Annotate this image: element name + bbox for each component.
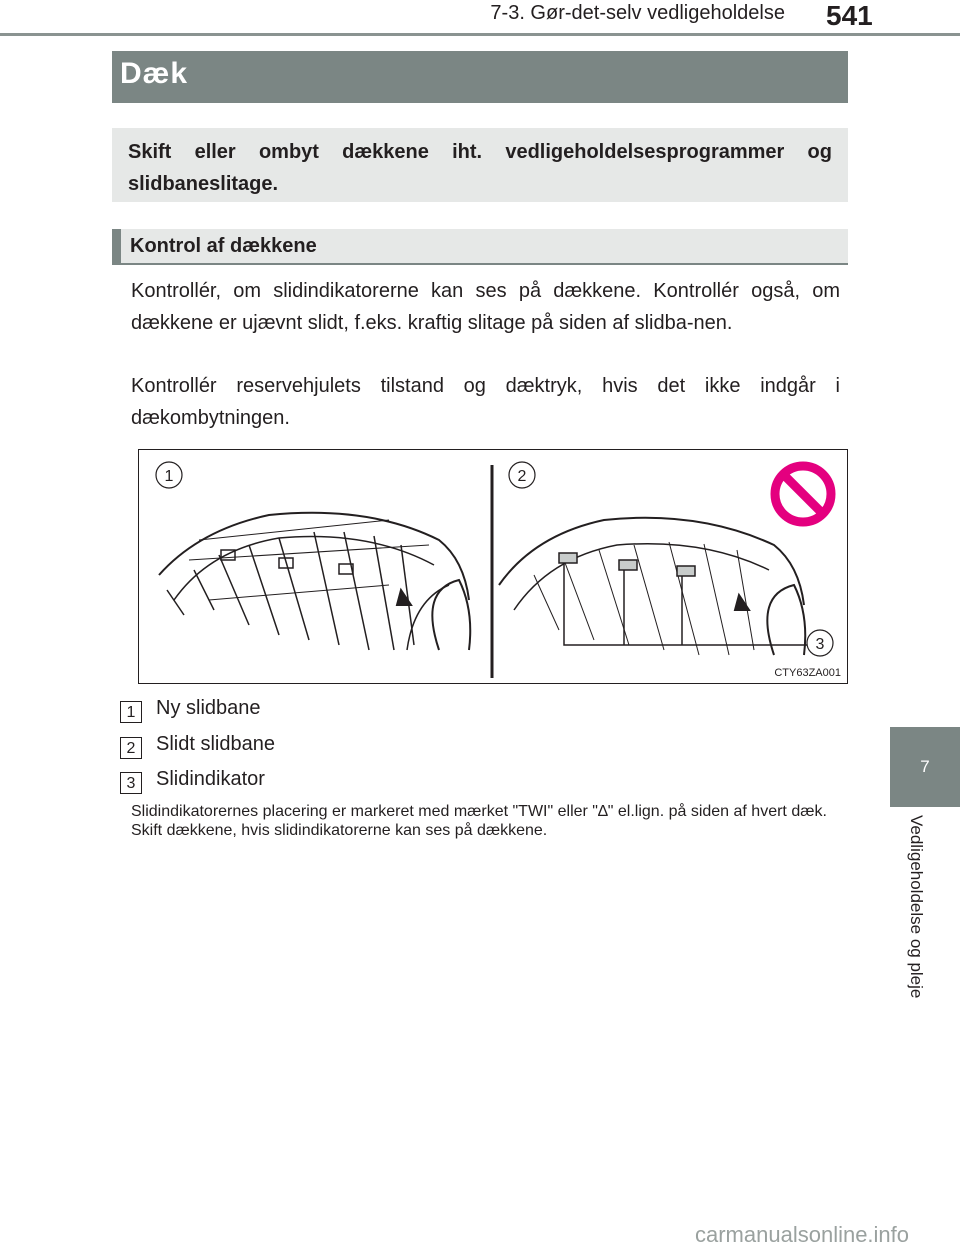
note-line-1: Slidindikatorernes placering er markeret med mærket "TWI" eller "∆" el.lign. på siden af hvert dæk. (131, 803, 827, 820)
page-number: 541 (826, 0, 873, 31)
legend-number-2: 2 (120, 737, 142, 759)
legend-number-1: 1 (120, 701, 142, 723)
legend-number-3: 3 (120, 772, 142, 794)
intro-box (112, 128, 848, 202)
legend-label-1: Ny slidbane (156, 697, 261, 719)
subheading-accent (112, 229, 121, 265)
callout-2 (509, 462, 535, 488)
prohibition-icon (775, 466, 831, 522)
note-block (131, 802, 840, 840)
callout-1-label: 1 (164, 468, 174, 485)
intro-text: Skift eller ombyt dækkene iht. vedligeholdelsesprogrammer og slidbaneslitage. (128, 141, 832, 195)
legend-label-2: Slidt slidbane (156, 733, 275, 755)
paragraph-2: Kontrollér reservehjulets tilstand og dæktryk, hvis det ikke indgår i dækombytningen. (131, 375, 840, 429)
callout-3-label: 3 (815, 636, 825, 653)
chapter-tab (890, 727, 960, 807)
callout-3 (807, 630, 833, 656)
subheading-bar (112, 229, 848, 265)
header-divider (0, 33, 960, 36)
tire-illustration (138, 449, 848, 684)
worn-tread-tire (499, 518, 809, 655)
section-title: Dæk (120, 57, 189, 90)
legend-label-3: Slidindikator (156, 768, 265, 790)
callout-1 (156, 462, 182, 488)
chapter-number: 7 (920, 757, 930, 776)
chapter-label: Vedligeholdelse og pleje (907, 815, 926, 999)
paragraph-1: Kontrollér, om slidindikatorerne kan ses på dækkene. Kontrollér også, om dækkene er ujævnt slidt, f.eks. kraftig slitage på siden af slidba-nen. (131, 280, 840, 334)
figure-code: CTY63ZA001 (774, 667, 841, 679)
subheading-text: Kontrol af dækkene (130, 235, 317, 257)
callout-2-label: 2 (517, 468, 527, 485)
new-tread-tire (159, 513, 470, 650)
note-line-2: Skift dækkene, hvis slidindikatorerne kan ses på dækkene. (131, 822, 548, 839)
footer-watermark: carmanualsonline.info (695, 1222, 910, 1247)
header-section-title: 7-3. Gør-det-selv vedligeholdelse (490, 2, 785, 24)
section-title-bar (112, 51, 848, 103)
tire-drawing (139, 450, 847, 683)
